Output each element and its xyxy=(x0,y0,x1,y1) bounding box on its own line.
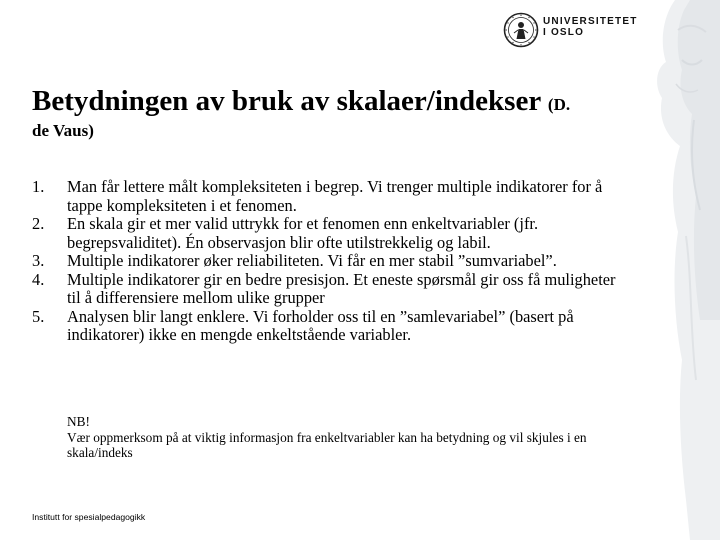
note-body: Vær oppmerksom på at viktig informasjon fra enkeltvariabler kan ha betydning og vil skjules i en skala/indeks xyxy=(67,429,587,460)
university-name-line1: UNIVERSITETET xyxy=(543,16,638,27)
note-heading: NB! xyxy=(67,414,90,429)
footer-text: Institutt for spesialpedagogikk xyxy=(32,512,146,522)
list-item xyxy=(32,178,632,215)
statue-decoration-icon xyxy=(620,0,720,540)
list-item-number: 1. xyxy=(32,177,45,196)
list-item xyxy=(32,308,632,345)
list-item-text: En skala gir et mer valid uttrykk for et fenomen enn enkeltvariabler (jfr. begrepsvaliditet). Én observasjon blir ofte utilstrekkelig og labil. xyxy=(67,214,539,252)
numbered-list xyxy=(32,178,632,345)
list-item xyxy=(32,271,632,308)
list-item-number: 5. xyxy=(32,306,45,326)
title-main: Betydningen av bruk av skalaer/indekser xyxy=(32,85,541,117)
university-name xyxy=(543,16,638,38)
title-author-line: de Vaus) xyxy=(32,121,94,140)
list-item-number: 4. xyxy=(32,269,45,289)
list-item xyxy=(32,252,632,271)
title-suffix: (D. xyxy=(547,95,571,114)
list-item-number: 2. xyxy=(32,214,45,233)
list-item-text: Multiple indikatorer øker reliabiliteten. Vi får en mer stabil ”sumvariabel”. xyxy=(67,251,557,270)
university-logo xyxy=(503,12,638,52)
list-item-text: Multiple indikatorer gir en bedre presisjon. Et eneste spørsmål gir oss få muligheter til å differensiere mellom ulike grupper xyxy=(67,269,616,307)
list-item-text: Man får lettere målt kompleksiteten i begrep. Vi trenger multiple indikatorer for å tappe kompleksiteten i et fenomen. xyxy=(67,177,603,215)
list-item-number: 3. xyxy=(32,251,45,270)
university-name-line2: I OSLO xyxy=(543,27,585,38)
list-item-text: Analysen blir langt enklere. Vi forholder oss til en ”samlevariabel” (basert på indikatorer) ikke en mengde enkeltstående variabler. xyxy=(67,306,574,344)
note-box xyxy=(67,414,627,461)
university-seal-icon xyxy=(503,12,539,48)
list-item xyxy=(32,215,632,252)
page-title xyxy=(32,84,642,122)
